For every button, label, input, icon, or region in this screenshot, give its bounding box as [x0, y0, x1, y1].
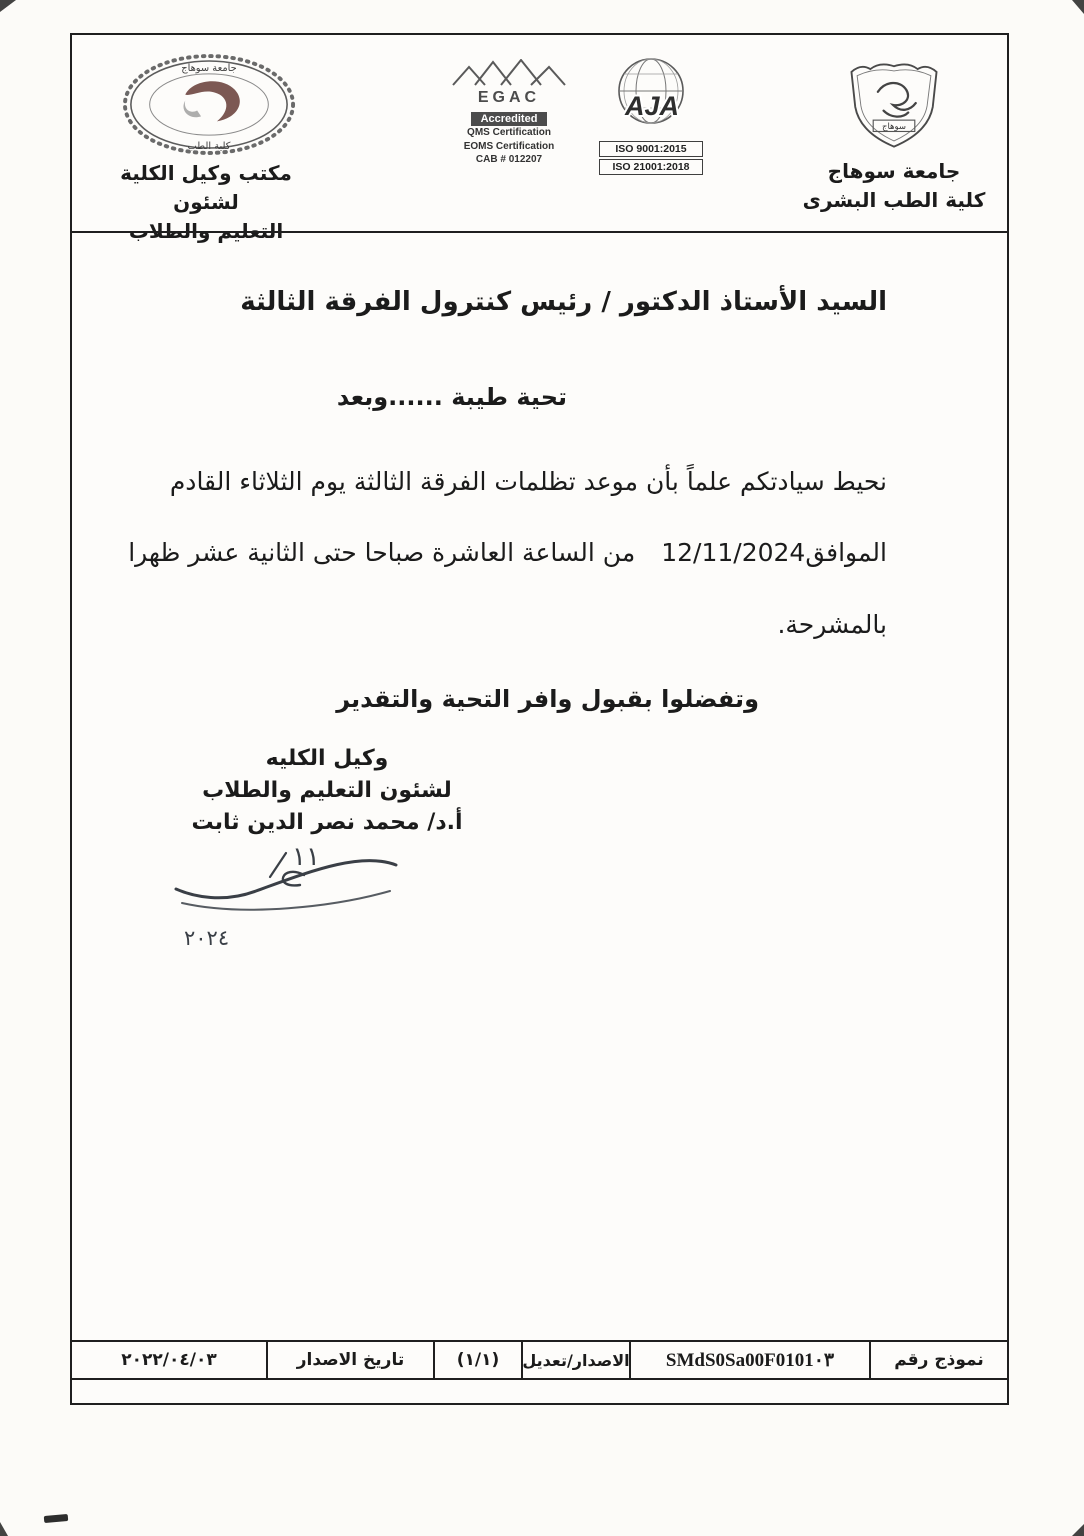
egac-logo [444, 59, 574, 167]
signature-block [164, 743, 490, 839]
scan-artifact-top-right [1072, 0, 1084, 14]
signatory-title-line2: لشئون التعليم والطلاب [202, 777, 452, 803]
signatory-name: أ.د/ محمد نصر الدين ثابت [191, 809, 463, 835]
university-crest [794, 57, 994, 157]
handwritten-day: ١١ [292, 842, 320, 872]
footer-form-number-label: نموذج رقم [869, 1342, 1007, 1378]
date-prefix: الموافق [805, 538, 887, 567]
seal-bottom-text: كلية الطب [187, 141, 231, 153]
university-caption [784, 157, 1004, 215]
hearing-date: 12/11/2024 [661, 538, 806, 567]
aja-logo [590, 57, 712, 175]
shield-banner-text: سوهاج [881, 122, 907, 133]
university-shield-icon [842, 57, 946, 153]
faculty-seal-icon [120, 53, 298, 157]
office-caption-line2: التعليم والطلاب [128, 219, 284, 243]
signatory-title-line1: وكيل الكليه [265, 746, 389, 771]
egac-cert-line2: EOMS Certification [463, 140, 555, 152]
footer-form-code: SMdS0Sa00F0101٠٣ [629, 1342, 869, 1378]
date-suffix: من الساعة العاشرة صباحا حتى الثانية عشر ظهرا [128, 538, 636, 567]
header-divider [72, 231, 1007, 233]
egac-cert-line1: QMS Certification [467, 127, 551, 138]
egac-cert-line3: CAB # 012207 [475, 154, 543, 165]
handwritten-year: ٢٠٢٤ [184, 926, 230, 950]
footer-issue-date-label: تاريخ الاصدار [266, 1342, 433, 1378]
aja-globe-icon [601, 57, 701, 135]
scan-artifact-bottom-left [0, 1522, 8, 1536]
form-footer-table [72, 1340, 1007, 1380]
footer-version-value: (١/١) [433, 1342, 521, 1378]
closing-line: وتفضلوا بقبول وافر التحية والتقدير [336, 685, 759, 713]
egac-accredited-band: Accredited [471, 112, 548, 126]
body-paragraph-line3: بالمشرحة. [777, 610, 887, 639]
body-paragraph-line2 [128, 538, 887, 567]
seal-top-text: جامعة سوهاج [181, 62, 237, 74]
office-caption-line1: مكتب وكيل الكلية لشئون [120, 161, 292, 214]
greeting-line: تحية طيبة ......وبعد [336, 383, 567, 411]
letterhead [72, 35, 1007, 243]
iso-21001-badge: ISO 21001:2018 [599, 159, 703, 175]
university-caption-line1: جامعة سوهاج [827, 159, 961, 183]
scan-artifact-dash [44, 1514, 69, 1523]
university-caption-line2: كلية الطب البشرى [802, 188, 986, 212]
scan-artifact-top-left [0, 0, 16, 12]
aja-name: AJA [625, 91, 680, 121]
document-border [70, 33, 1009, 1405]
addressee-line: السيد الأستاذ الدكتور / رئيس كنترول الفرقة الثالثة [240, 287, 887, 317]
iso-9001-badge: ISO 9001:2015 [599, 141, 703, 157]
egac-name: EGAC [477, 89, 541, 106]
footer-issue-date-value: ٢٠٢٢/٠٤/٠٣ [121, 1350, 217, 1370]
egac-roof-icon [449, 59, 569, 87]
body-paragraph-line1: نحيط سيادتكم علماً بأن موعد تظلمات الفرقة الثالثة يوم الثلاثاء القادم [169, 467, 887, 496]
handwritten-signature [154, 833, 490, 971]
scan-artifact-bottom-right [1072, 1524, 1084, 1536]
footer-issue-edit-label: الاصدار/تعديل [521, 1342, 629, 1378]
